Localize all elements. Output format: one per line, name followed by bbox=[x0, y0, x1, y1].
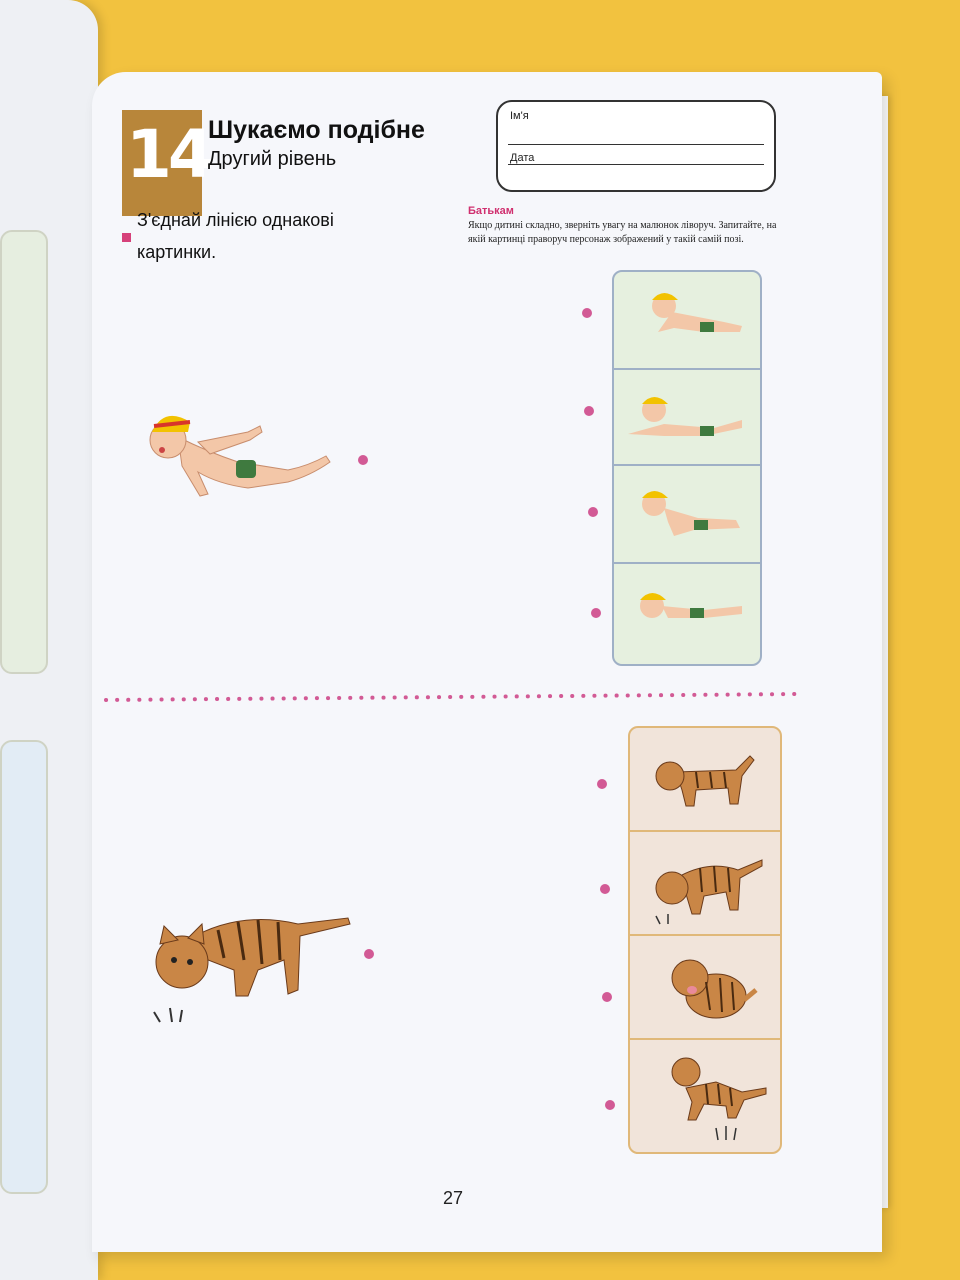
card-divider bbox=[614, 368, 760, 370]
kitten-option-4[interactable] bbox=[656, 1048, 776, 1144]
swimmer-option-1[interactable] bbox=[624, 282, 750, 352]
section-divider bbox=[100, 692, 800, 704]
match-dot-swimmer-source[interactable] bbox=[358, 455, 368, 465]
match-dot-swimmer-2[interactable] bbox=[584, 406, 594, 416]
exercise-number-badge bbox=[122, 110, 210, 216]
swimmer-option-3[interactable] bbox=[624, 478, 750, 548]
instruction-text: З'єднай лінією однакові картинки. bbox=[137, 210, 334, 262]
match-dot-kitten-4[interactable] bbox=[605, 1100, 615, 1110]
tiger-kitten-illustration bbox=[148, 900, 358, 1030]
name-label: Ім'я bbox=[510, 110, 529, 122]
kitten-options-card bbox=[628, 726, 782, 1154]
swimmer-illustration bbox=[138, 392, 338, 512]
previous-page-edge bbox=[0, 0, 98, 1280]
kitten-option-3[interactable] bbox=[660, 948, 760, 1028]
kitten-option-2[interactable] bbox=[646, 846, 766, 926]
match-dot-swimmer-4[interactable] bbox=[591, 608, 601, 618]
card-divider bbox=[614, 464, 760, 466]
swimmer-option-4[interactable] bbox=[624, 576, 750, 646]
name-field-line[interactable] bbox=[508, 144, 764, 145]
match-dot-kitten-source[interactable] bbox=[364, 949, 374, 959]
card-divider bbox=[614, 562, 760, 564]
previous-page-panel bbox=[0, 740, 48, 1194]
swimmer-options-card bbox=[612, 270, 762, 666]
match-dot-kitten-1[interactable] bbox=[597, 779, 607, 789]
date-field-line[interactable] bbox=[508, 164, 764, 165]
match-dot-kitten-2[interactable] bbox=[600, 884, 610, 894]
page-number: 27 bbox=[443, 1188, 464, 1208]
card-divider bbox=[630, 830, 780, 832]
exercise-title: Шукаємо подібне bbox=[208, 116, 425, 144]
card-divider bbox=[630, 1038, 780, 1040]
match-dot-swimmer-1[interactable] bbox=[582, 308, 592, 318]
match-dot-kitten-3[interactable] bbox=[602, 992, 612, 1002]
card-divider bbox=[630, 934, 780, 936]
parents-note-title: Батькам bbox=[468, 205, 514, 217]
match-dot-swimmer-3[interactable] bbox=[588, 507, 598, 517]
exercise-subtitle: Другий рівень bbox=[208, 148, 337, 170]
instruction-bullet bbox=[122, 233, 131, 242]
previous-page-panel bbox=[0, 230, 48, 674]
parents-note-text: Якщо дитині складно, зверніть увагу на малюнок ліворуч. Запитайте, на якій картинці праворуч персонаж зображений у такій самій позі. bbox=[468, 220, 777, 245]
kitten-option-1[interactable] bbox=[646, 746, 766, 816]
exercise-number: 14 bbox=[126, 116, 210, 193]
date-label: Дата bbox=[510, 152, 535, 164]
swimmer-option-2[interactable] bbox=[624, 380, 750, 450]
name-date-box bbox=[496, 100, 776, 192]
